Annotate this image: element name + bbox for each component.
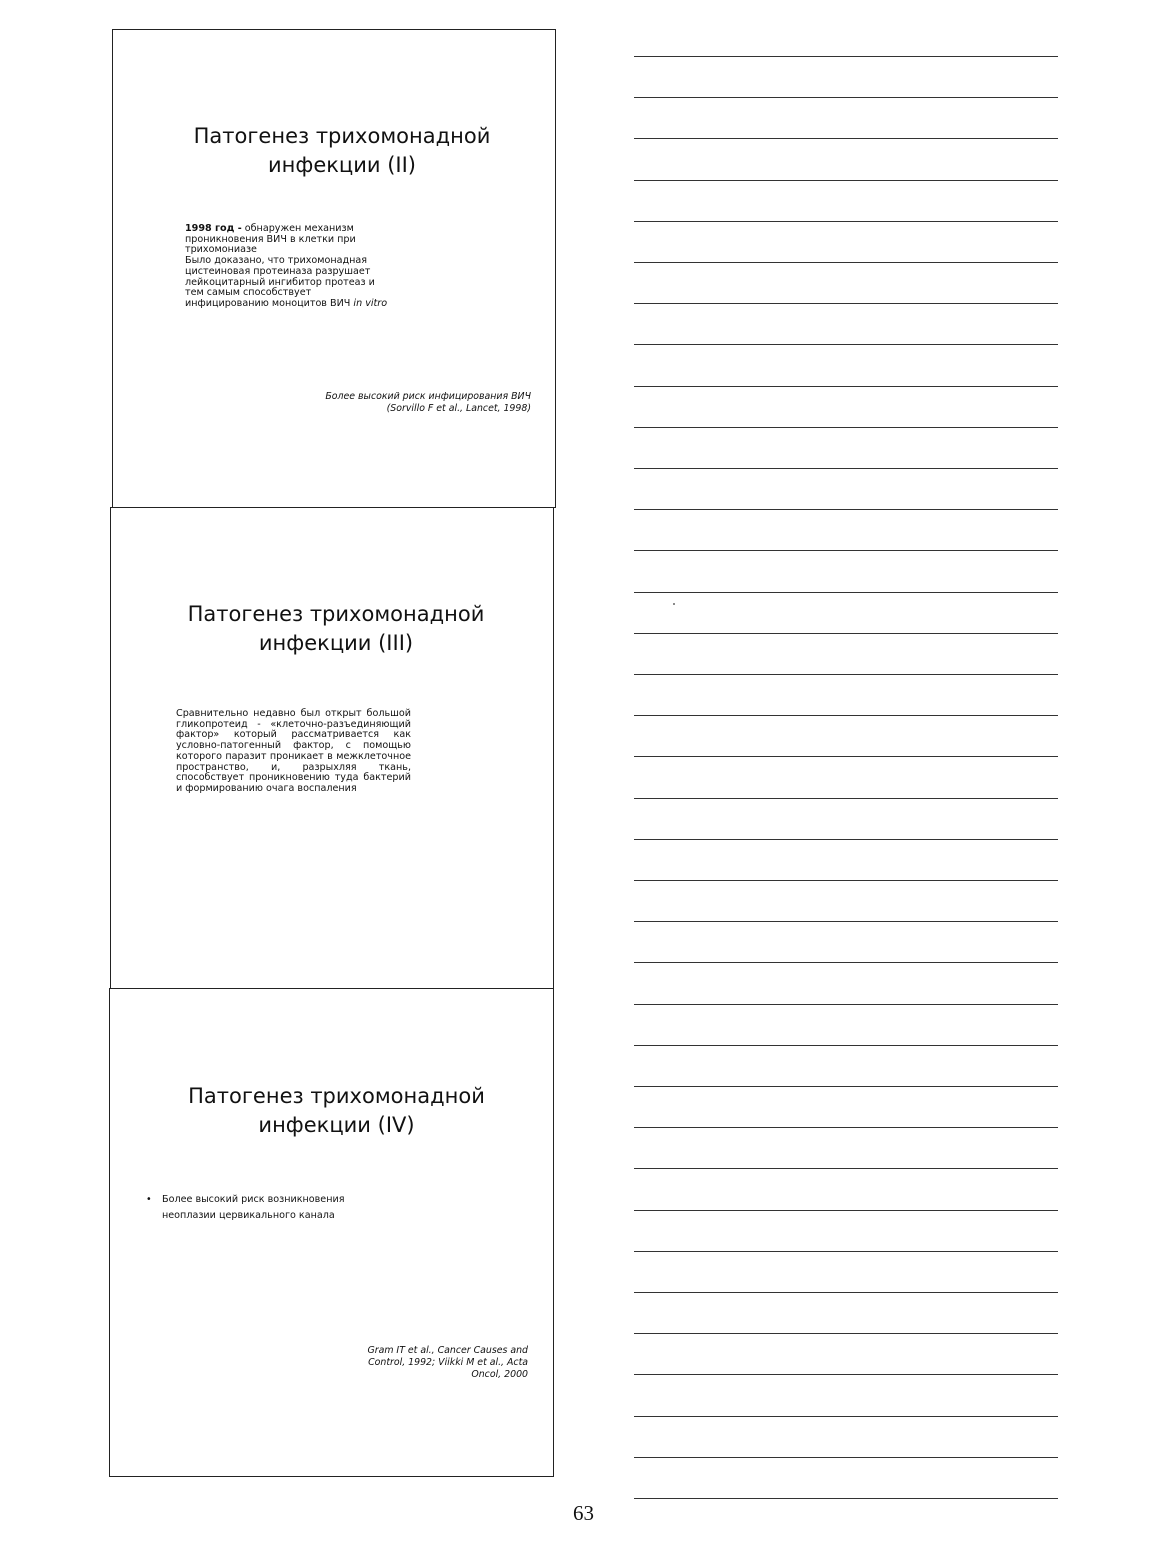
note-line (634, 1374, 1058, 1375)
slide-2 (110, 507, 554, 989)
slide-1-citation (271, 391, 531, 415)
note-line (634, 427, 1058, 428)
note-line (634, 1127, 1058, 1128)
slide-2-title (119, 600, 553, 658)
slide-1-in-vitro: in vitro (353, 297, 388, 309)
slide-1-body (185, 224, 395, 310)
note-line (634, 756, 1058, 757)
note-line (634, 468, 1058, 469)
note-line (634, 180, 1058, 181)
slide-3 (109, 988, 554, 1477)
note-line (634, 1416, 1058, 1417)
note-line (634, 262, 1058, 263)
note-line (634, 386, 1058, 387)
scan-speck (673, 603, 675, 605)
note-line (634, 1168, 1058, 1169)
slide-3-bullet-text: Более высокий риск возникновения неоплазии цервикального канала (162, 1194, 345, 1221)
note-line (634, 633, 1058, 634)
slide-1-citation-line-2: (Sorvillo F et al., Lancet, 1998) (386, 403, 531, 414)
slide-2-title-line-2: инфекции (III) (258, 631, 414, 655)
slide-1-citation-line-1: Более высокий риск инфицирования ВИЧ (325, 391, 531, 402)
slide-2-body: Сравнительно недавно был открыт большой гликопротеид - «клеточно-разъединяющий фактор» который рассматривается как условно-патогенный фактор, с помощью которого паразит проникает в межклеточное пространство, и, разрыхляя ткань, способствует проникновению туда бактерий и формированию очага воспаления (176, 708, 411, 794)
note-line (634, 715, 1058, 716)
slide-1-year: 1998 год - (185, 223, 242, 234)
slide-3-citation-line-1: Gram IT et al., Cancer Causes and (367, 1345, 528, 1356)
slide-3-citation-line-2: Control, 1992; Viikki M et al., Acta (368, 1357, 528, 1368)
note-line (634, 138, 1058, 139)
slide-3-bullet-list (146, 1192, 376, 1224)
note-line (634, 798, 1058, 799)
note-line (634, 592, 1058, 593)
note-line (634, 1004, 1058, 1005)
note-line (634, 1045, 1058, 1046)
note-line (634, 1292, 1058, 1293)
note-line (634, 1333, 1058, 1334)
notes-lines (634, 0, 1058, 1500)
slide-3-title-line-1: Патогенез трихомонадной (188, 1084, 485, 1108)
note-line (634, 1251, 1058, 1252)
note-line (634, 962, 1058, 963)
slide-1-paragraph-2 (185, 256, 395, 310)
slide-1 (112, 29, 556, 508)
note-line (634, 1457, 1058, 1458)
page-number: 63 (573, 1501, 594, 1525)
slide-1-title (129, 122, 555, 180)
note-line (634, 550, 1058, 551)
note-line (634, 839, 1058, 840)
note-line (634, 921, 1058, 922)
note-line (634, 880, 1058, 881)
note-line (634, 509, 1058, 510)
slide-3-title-line-2: инфекции (IV) (258, 1113, 415, 1137)
note-line (634, 1210, 1058, 1211)
note-line (634, 1498, 1058, 1499)
note-line (634, 1086, 1058, 1087)
note-line (634, 303, 1058, 304)
slide-3-title (120, 1082, 553, 1140)
slide-1-paragraph-1-text: обнаружен механизм проникновения ВИЧ в клетки при трихомониазе (185, 223, 356, 256)
note-line (634, 97, 1058, 98)
slide-3-citation (328, 1345, 528, 1381)
slide-2-title-line-1: Патогенез трихомонадной (187, 602, 485, 626)
note-line (634, 221, 1058, 222)
note-line (634, 344, 1058, 345)
slide-3-citation-line-3: Oncol, 2000 (471, 1369, 528, 1380)
slide-1-paragraph-2-text: Было доказано, что трихомонадная цистеиновая протеиназа разрушает лейкоцитарный ингибитор протеаз и тем самым способствует инфицированию моноцитов ВИЧ (185, 255, 375, 309)
slide-1-title-line-1: Патогенез трихомонадной (193, 124, 491, 148)
slide-1-title-line-2: инфекции (II) (268, 153, 416, 177)
slide-1-paragraph-1 (185, 224, 395, 256)
note-line (634, 674, 1058, 675)
bullet-dot-icon: • (146, 1194, 152, 1205)
note-line (634, 56, 1058, 57)
